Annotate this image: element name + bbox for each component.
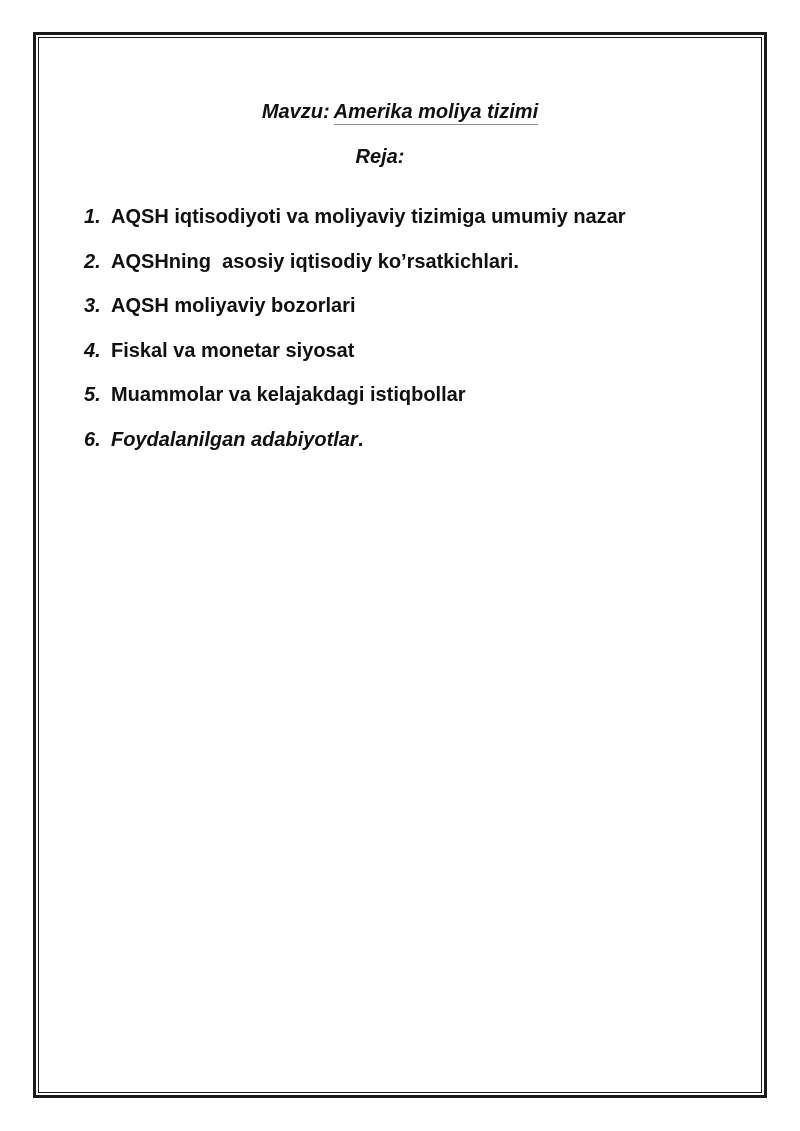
plan-item-text: AQSH moliyaviy bozorlari (111, 295, 356, 317)
plan-item-4 (84, 337, 626, 365)
topic-text: Amerika moliya tizimi (333, 101, 539, 123)
plan-item-6 (84, 426, 626, 454)
plan-item-text: AQSH iqtisodiyoti va moliyaviy tizimiga umumiy nazar (111, 206, 626, 228)
plan-item-number: 3. (84, 295, 101, 317)
page-border-inner (38, 37, 762, 1093)
topic-title (0, 98, 800, 126)
plan-item-1 (84, 203, 626, 231)
topic-label: Mavzu: (261, 101, 330, 123)
plan-item-number: 2. (84, 250, 101, 273)
plan-heading: Reja: (355, 146, 405, 168)
plan-item-5 (84, 381, 626, 409)
plan-item-2 (84, 248, 626, 276)
page-border (33, 32, 767, 1098)
plan-item-number: 4. (84, 339, 101, 362)
plan-item-number: 6. (84, 428, 101, 451)
plan-item-number: 1. (84, 206, 101, 228)
plan-item-text: Fiskal va monetar siyosat (111, 339, 355, 362)
plan-item-text: AQSHning asosiy iqtisodiy ko’rsatkichlari. (111, 250, 519, 273)
plan-list (84, 203, 626, 470)
plan-item-text: Muammolar va kelajakdagi istiqbollar (111, 384, 466, 406)
plan-item-number: 5. (84, 384, 101, 406)
plan-item-text: Foydalanilgan adabiyotlar (111, 428, 358, 451)
plan-item-suffix: . (357, 428, 364, 451)
plan-item-3 (84, 292, 626, 320)
